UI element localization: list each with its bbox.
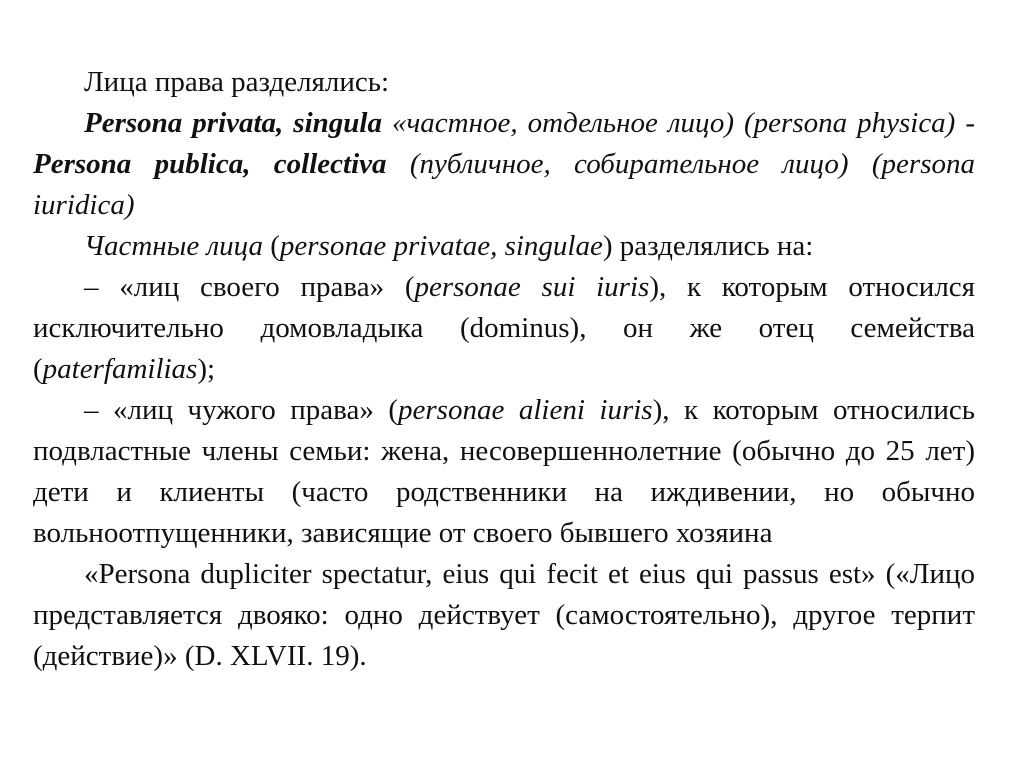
quote-text: «Persona dupliciter spectatur, eius qui fecit et eius qui passus est» («Лицо представляется двояко: одно действует (самостоятельно), другое терпит (действие)» (D. XLVII. 19). xyxy=(33,558,975,672)
term-alieni-iuris: personae alieni iuris xyxy=(398,394,653,426)
intro-text: Лица права разделялись: xyxy=(84,66,390,98)
text: ) разделялись на: xyxy=(602,230,814,262)
paragraph-alieni-iuris xyxy=(33,390,975,554)
text: – «лиц чужого права» ( xyxy=(84,394,398,426)
text: ( xyxy=(262,230,280,262)
term-sui-iuris: personae sui iuris xyxy=(414,271,650,303)
term-persona-privata: Persona privata, singula xyxy=(84,107,382,139)
paragraph-quote xyxy=(33,554,975,677)
text: – «лиц своего права» ( xyxy=(84,271,415,303)
paragraph-private-persons xyxy=(33,226,975,267)
term-paterfamilias: paterfamilias xyxy=(42,353,198,385)
paragraph-intro xyxy=(33,62,975,103)
term-private-persons: Частные лица xyxy=(84,230,263,262)
text: ), к которым относились подвластные члены семьи: жена, несовершеннолетние (обычно до 25 лет) дети и клиенты (часто родственники на иждивении, но обычно вольноотпущенники, зависящие от своего бывшего хозяина xyxy=(33,394,975,549)
private-person-description: «частное, отдельное лицо) (persona physica) - xyxy=(381,107,975,139)
text: ), к которым относился исключительно домовладыка (dominus), он же отец семейства ( xyxy=(33,271,976,385)
text: ); xyxy=(197,353,216,385)
term-persona-publica: Persona publica, collectiva xyxy=(33,148,387,180)
paragraph-persona-types xyxy=(33,103,975,226)
term-personae-privatae: personae privatae, singulae xyxy=(279,230,603,262)
public-person-description: (публичное, собирательное лицо) (persona iuridica) xyxy=(33,148,975,221)
slide-content xyxy=(33,62,975,677)
paragraph-sui-iuris xyxy=(33,267,975,390)
